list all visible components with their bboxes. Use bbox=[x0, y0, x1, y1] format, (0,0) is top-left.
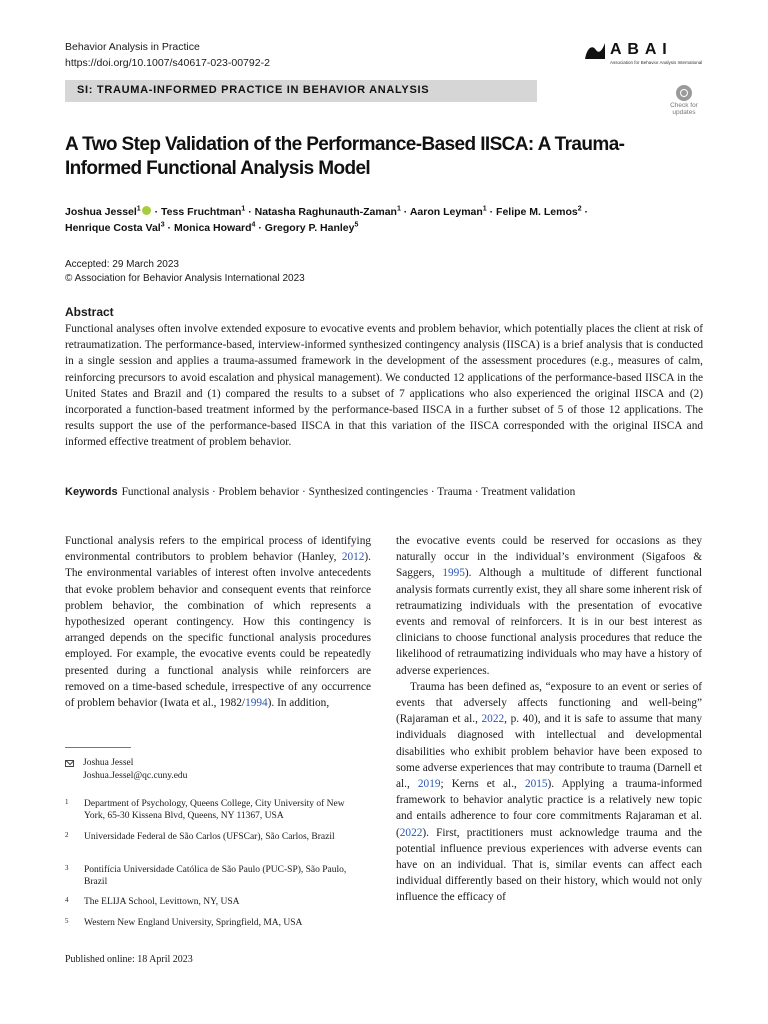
affiliation-item: 2 Universidade Federal de São Carlos (UFSCar), São Carlos, Brazil bbox=[65, 831, 335, 842]
abai-logo bbox=[584, 40, 702, 70]
article-dates bbox=[65, 258, 305, 286]
journal-name: Behavior Analysis in Practice bbox=[65, 41, 200, 53]
author-name[interactable]: Natasha Raghunauth-Zaman$^1$ bbox=[254, 205, 401, 218]
author-name[interactable]: Joshua Jessel$^1$ bbox=[65, 205, 141, 218]
affiliation-item: 4 The ELIJA School, Levittown, NY, USA bbox=[65, 896, 240, 907]
check-updates-icon bbox=[676, 85, 692, 101]
citation-link[interactable]: 2019 bbox=[417, 778, 441, 791]
footnote-divider bbox=[65, 747, 131, 748]
abai-logo-icon bbox=[584, 42, 606, 60]
body-paragraph: Trauma has been defined as, “exposure to an event or series of events that adversely affects functioning and well-being” (Rajaraman et al., 2022, p. 40), and it is safe to assume that many individuals diagnosed with intellectual and developmental disabilities who exhibit problem behavior have been exposed to some adverse experiences that may contribute to trauma (Darnell et al., 2019; Kerns et al., 2015). Applying a trauma-informed framework to behavior analytic practice is a relatively new topic and entails adherence to four core commitments Rajaraman et al. (2022). First, practitioners must acknowledge trauma and the potential influence previous experiences with adverse events can have on an individual. That is, similar events can affect each individual differently based on their history, which would not only influence the efficacy of bbox=[396, 680, 702, 904]
body-paragraph: the evocative events could be reserved for occasions as they naturally occur in the individual’s environment (Sigafoos & Saggers, 1995). Although a multitude of different functional analysis formats currently exist, they all share some inherent risk of retraumatizing individuals with the presentation of evocative events and removal of reinforcers. It is in our best interest as clinicians to choose functional analysis procedures that reduce the likelihood of retraumatizing individuals who may have a history of adverse experiences. bbox=[396, 535, 703, 677]
author-name[interactable]: Tess Fruchtman$^1$ bbox=[161, 205, 246, 218]
orcid-icon[interactable] bbox=[142, 206, 151, 215]
published-date: Published online: 18 April 2023 bbox=[65, 954, 193, 965]
keywords bbox=[65, 484, 715, 500]
abstract-heading: Abstract bbox=[65, 305, 114, 319]
author-name[interactable]: Henrique Costa Val$^3$ bbox=[65, 221, 165, 234]
abstract-text: Functional analyses often involve extended exposure to evocative events and problem behavior, which potentially places the client at risk of retraumatization. The performance-based, interview-informed synthesized contingency analysis (IISCA) is a brief analysis that is conducted in a single session and applies a trauma-assumed framework in the development of the assessment procedures (e.g., measures of calm, reinforcing precursors to avoid escalation and physical management). We conducted 12 applications of the performance-based IISCA in the United States and Brazil and (1) compared the results to a subset of 7 applications who also experienced the original IISCA and (2) incorporated a function-based treatment informed by the performance-based IISCA in a further subset of 5 of those 12 applications. The results support the use of the performance-based IISCA in that this variation of the IISCA corresponded with the original IISCA and informed effective treatment of problem behavior. bbox=[65, 323, 703, 449]
author-name[interactable]: Gregory P. Hanley$^5$ bbox=[264, 221, 359, 234]
citation-link[interactable]: 2015 bbox=[524, 778, 548, 791]
check-for-updates-badge[interactable] bbox=[666, 85, 702, 125]
keywords-label: Keywords bbox=[65, 486, 118, 498]
author-name[interactable]: Felipe M. Lemos$^2$ bbox=[496, 205, 582, 218]
logo-letters: A B A I bbox=[610, 41, 668, 58]
author-name[interactable]: Monica Howard$^4$ bbox=[173, 221, 256, 234]
doi-link[interactable]: https://doi.org/10.1007/s40617-023-00792-2 bbox=[65, 57, 270, 69]
section-banner-text: SI: TRAUMA-INFORMED PRACTICE IN BEHAVIOR ANALYSIS bbox=[77, 84, 430, 96]
keywords-list: Functional analysis · Problem behavior · Synthesized contingencies · Trauma · Treatment validation bbox=[121, 486, 576, 498]
citation-link[interactable]: 2012 bbox=[341, 551, 365, 564]
corresponding-author bbox=[65, 757, 187, 783]
copyright-line: © Association for Behavior Analysis International 2023 bbox=[65, 273, 305, 284]
logo-subtext: Association for Behavior Analysis International bbox=[610, 60, 703, 65]
author-list: Joshua Jessel$^1$ · Tess Fruchtman$^1$ · Natasha Raghunauth-Zaman$^1$ · Aaron Leyman$^1$ · Felipe M. Lemos$^2$ · Henrique Costa Val$^3$ · Monica Howard$^4$ · Gregory P. Hanley$^5$ bbox=[65, 205, 589, 234]
accepted-date: Accepted: 29 March 2023 bbox=[65, 259, 179, 270]
author-name[interactable]: Aaron Leyman$^1$ bbox=[409, 205, 487, 218]
journal-header bbox=[65, 39, 270, 71]
citation-link[interactable]: 1995 bbox=[442, 567, 465, 580]
corresponding-name: Joshua Jessel bbox=[83, 758, 134, 768]
citation-link[interactable]: 1994 bbox=[245, 697, 268, 710]
affiliation-item: 3 Pontifícia Universidade Católica de São Paulo (PUC-SP), São Paulo, Brazil bbox=[65, 864, 347, 887]
affiliation-item: 1 Department of Psychology, Queens College, City University of New York, 65-30 Kissena Blvd, Queens, NY 11367, USA bbox=[65, 798, 345, 821]
body-column-left: Functional analysis refers to the empirical process of identifying environmental contributors to problem behavior (Hanley, 2012). The environmental variables of interest often involve antecedents that evoke problem behavior and consequent events that reinforce problem behavior, the combination of which represents a hypothesized operant contingency. How this contingency is arranged depends on the specific functional analysis procedures employed. For example, the evocative events could be repeatedly presented during a functional analysis while reinforcers are removed on a time-based schedule, irrespective of any occurrence of problem behavior (Iwata et al., 1982/1994). In addition, bbox=[65, 535, 371, 710]
section-banner bbox=[65, 80, 537, 102]
affiliation-item: 5 Western New England University, Springfield, MA, USA bbox=[65, 917, 303, 928]
corresponding-email[interactable]: Joshua.Jessel@qc.cuny.edu bbox=[83, 771, 188, 781]
body-column-right bbox=[396, 533, 702, 906]
citation-link[interactable]: 2022 bbox=[399, 826, 423, 839]
article-title: A Two Step Validation of the Performance-Based IISCA: A Trauma-Informed Functional Analysis Model bbox=[65, 134, 625, 179]
citation-link[interactable]: 2022 bbox=[481, 713, 505, 726]
envelope-icon bbox=[65, 760, 74, 767]
check-updates-label: Check for updates bbox=[670, 102, 698, 116]
